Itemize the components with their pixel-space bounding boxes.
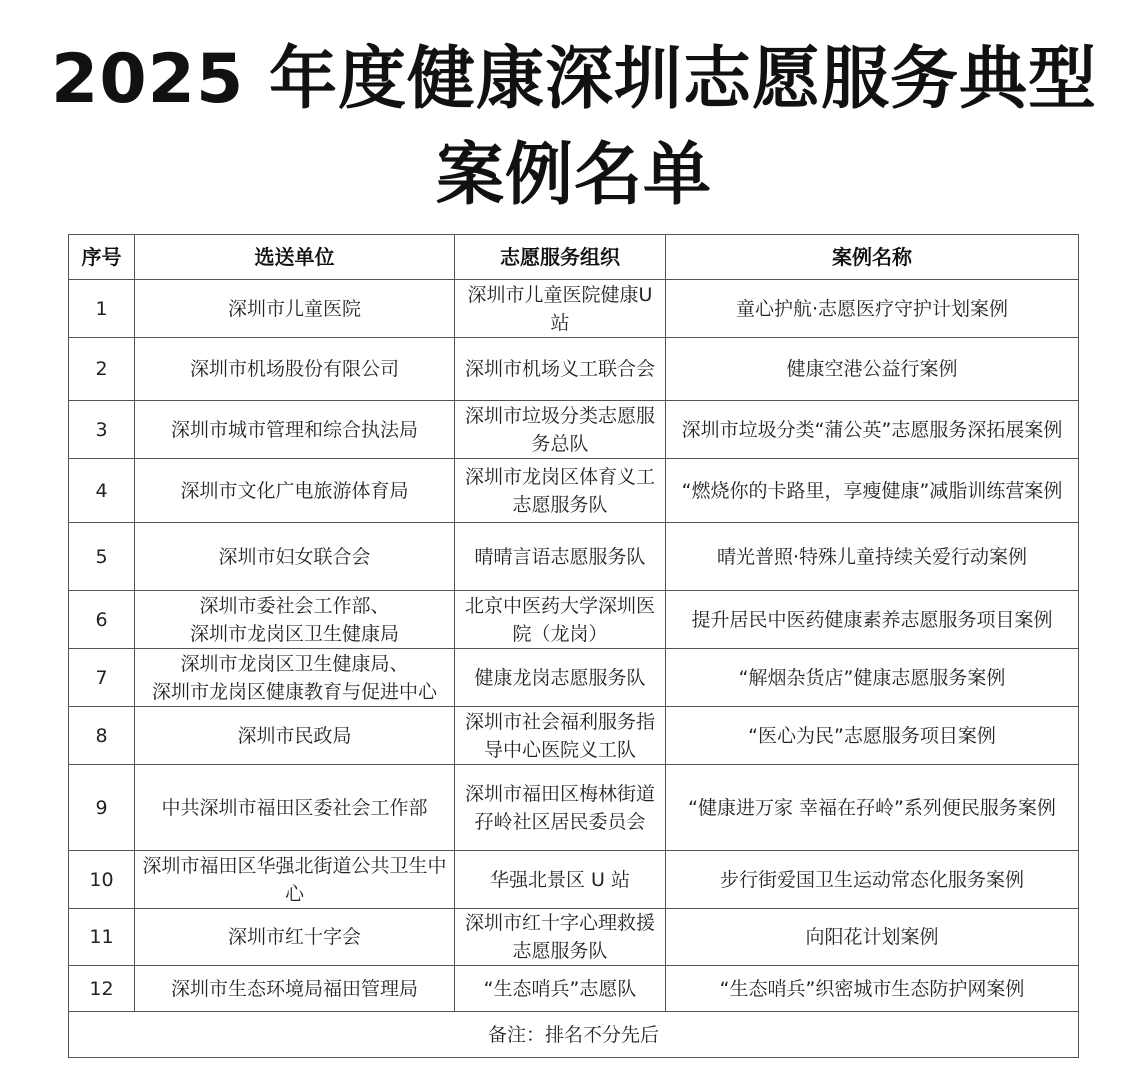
row-unit: 深圳市福田区华强北街道公共卫生中心 [135,851,455,909]
row-case: 向阳花计划案例 [666,909,1079,966]
row-case: 提升居民中医药健康素养志愿服务项目案例 [666,591,1079,649]
row-organization: “生态哨兵”志愿队 [455,966,666,1012]
table-row [69,765,1079,851]
table-row [69,401,1079,459]
row-number: 11 [69,909,135,966]
row-case: 步行街爱国卫生运动常态化服务案例 [666,851,1079,909]
row-unit: 深圳市红十字会 [135,909,455,966]
row-number: 2 [69,338,135,401]
row-unit: 深圳市文化广电旅游体育局 [135,459,455,523]
page-title-line-2: 案例名单 [435,136,712,215]
row-case: “燃烧你的卡路里，享瘦健康”减脂训练营案例 [666,459,1079,523]
row-unit: 深圳市生态环境局福田管理局 [135,966,455,1012]
table-note: 备注：排名不分先后 [69,1012,1079,1058]
table-row [69,523,1079,591]
row-unit: 深圳市妇女联合会 [135,523,455,591]
row-number: 5 [69,523,135,591]
header-number: 序号 [69,235,135,280]
row-organization: 深圳市龙岗区体育义工志愿服务队 [455,459,666,523]
row-number: 7 [69,649,135,707]
header-submitting-unit: 选送单位 [135,235,455,280]
row-number: 4 [69,459,135,523]
row-unit: 深圳市城市管理和综合执法局 [135,401,455,459]
row-organization: 健康龙岗志愿服务队 [455,649,666,707]
row-organization: 北京中医药大学深圳医院（龙岗） [455,591,666,649]
table-note-row [69,1012,1079,1058]
row-case: “解烟杂货店”健康志愿服务案例 [666,649,1079,707]
row-organization: 深圳市红十字心理救援志愿服务队 [455,909,666,966]
table-row [69,707,1079,765]
row-number: 12 [69,966,135,1012]
row-number: 6 [69,591,135,649]
row-unit: 深圳市机场股份有限公司 [135,338,455,401]
row-case: “生态哨兵”织密城市生态防护网案例 [666,966,1079,1012]
row-number: 10 [69,851,135,909]
row-organization: 华强北景区 U 站 [455,851,666,909]
row-case: 童心护航·志愿医疗守护计划案例 [666,280,1079,338]
header-volunteer-organization: 志愿服务组织 [455,235,666,280]
row-unit: 深圳市龙岗区卫生健康局、 深圳市龙岗区健康教育与促进中心 [135,649,455,707]
row-organization: 深圳市垃圾分类志愿服务总队 [455,401,666,459]
row-organization: 深圳市儿童医院健康U 站 [455,280,666,338]
row-case: “健康进万家 幸福在孖岭”系列便民服务案例 [666,765,1079,851]
table-row [69,591,1079,649]
case-list-table [68,234,1079,1058]
row-unit: 深圳市儿童医院 [135,280,455,338]
header-case-name: 案例名称 [666,235,1079,280]
table-row [69,909,1079,966]
row-number: 8 [69,707,135,765]
row-unit: 深圳市民政局 [135,707,455,765]
row-case: 晴光普照·特殊儿童持续关爱行动案例 [666,523,1079,591]
row-organization: 深圳市福田区梅林街道孖岭社区居民委员会 [455,765,666,851]
row-organization: 深圳市社会福利服务指导中心医院义工队 [455,707,666,765]
row-unit: 中共深圳市福田区委社会工作部 [135,765,455,851]
row-unit: 深圳市委社会工作部、 深圳市龙岗区卫生健康局 [135,591,455,649]
row-case: 深圳市垃圾分类“蒲公英”志愿服务深拓展案例 [666,401,1079,459]
row-number: 3 [69,401,135,459]
table-header-row [69,235,1079,280]
table-row [69,280,1079,338]
row-organization: 晴晴言语志愿服务队 [455,523,666,591]
table-row [69,459,1079,523]
table-row [69,338,1079,401]
table-row [69,851,1079,909]
row-case: “医心为民”志愿服务项目案例 [666,707,1079,765]
row-case: 健康空港公益行案例 [666,338,1079,401]
table-row [69,649,1079,707]
row-organization: 深圳市机场义工联合会 [455,338,666,401]
row-number: 1 [69,280,135,338]
page-title-line-1: 2025 年度健康深圳志愿服务典型 [51,40,1097,119]
row-number: 9 [69,765,135,851]
table-row [69,966,1079,1012]
